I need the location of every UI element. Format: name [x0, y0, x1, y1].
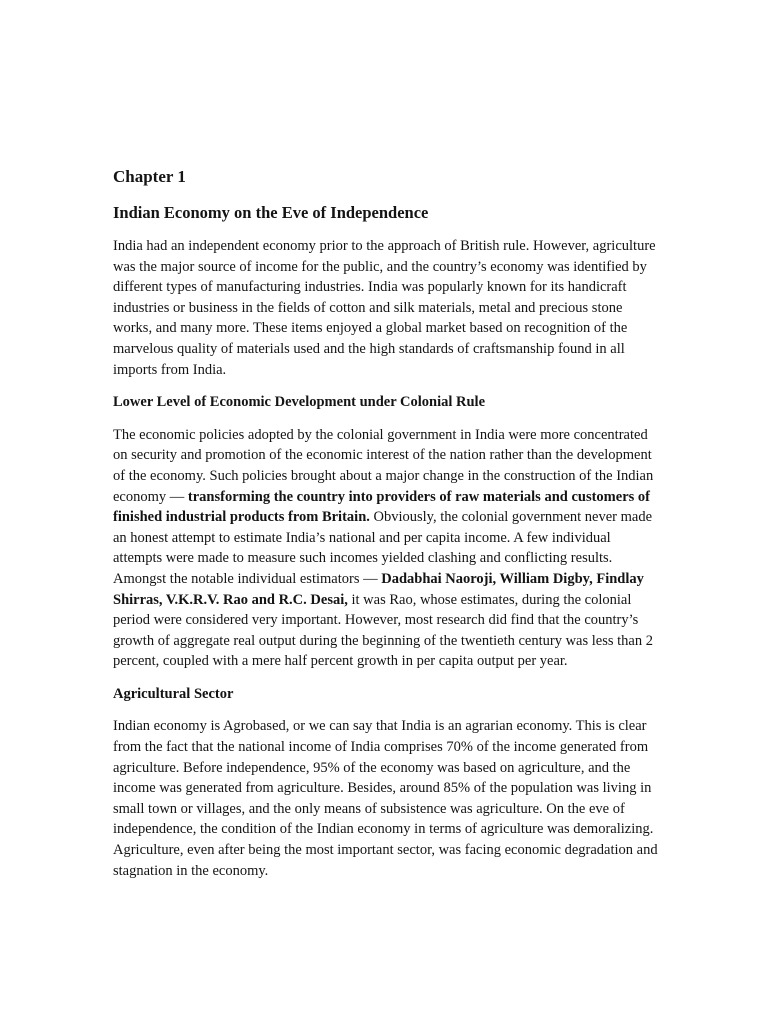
document-page — [113, 166, 658, 893]
section-heading-agricultural-sector: Agricultural Sector — [113, 685, 234, 702]
chapter-title: Indian Economy on the Eve of Independence — [113, 203, 429, 222]
intro-paragraph: India had an independent economy prior to the approach of British rule. However, agriculture was the major source of income for the public, and the country’s economy was identified by different types of manufacturing industries. India was popularly known for its handicraft industries or business in the fields of cotton and silk materials, metal and precious stone works, and many more. These items enjoyed a global market based on recognition of the marvelous quality of materials used and the high standards of craftsmanship found in all imports from India. — [113, 238, 656, 378]
colonial-rule-paragraph — [113, 425, 658, 672]
colonial-rule-text-1: The economic policies adopted by the colonial government in India were more concentrated on security and promotion of the economic interest of the nation rather than the development of the economy. Such policies brought about a major change in the construction of the Indian economy — — [113, 426, 654, 505]
colonial-rule-text-3: it was Rao, whose estimates, during the colonial period were considered very important. However, most research did find that the country’s growth of aggregate real output during the beginning of the twentieth century was less than 2 percent, coupled with a mere half percent growth in per capita output per year. — [113, 591, 653, 670]
chapter-label: Chapter 1 — [113, 167, 186, 186]
agricultural-sector-paragraph: Indian economy is Agrobased, or we can say that India is an agrarian economy. This is clear from the fact that the national income of India comprises 70% of the income generated from agriculture. Before independence, 95% of the economy was based on agriculture, and the income was generated from agriculture. Besides, around 85% of the population was living in small town or villages, and the only means of subsistence was agriculture. On the eve of independence, the condition of the Indian economy in terms of agriculture was demoralizing. Agriculture, even after being the most important sector, was facing economic degradation and stagnation in the economy. — [113, 718, 658, 879]
colonial-rule-emphasis-2: Dadabhai Naoroji, William Digby, Findlay Shirras, V.K.R.V. Rao and R.C. Desai, — [113, 570, 644, 608]
section-heading-colonial-rule: Lower Level of Economic Development under Colonial Rule — [113, 394, 486, 411]
colonial-rule-emphasis-1: transforming the country into providers of raw materials and customers of finished industrial products from Britain. — [113, 488, 650, 526]
colonial-rule-text-2: Obviously, the colonial government never made an honest attempt to estimate India’s national and per capita income. A few individual attempts were made to measure such incomes yielded clashing and conflicting results. Amongst the notable individual estimators — — [113, 509, 653, 587]
